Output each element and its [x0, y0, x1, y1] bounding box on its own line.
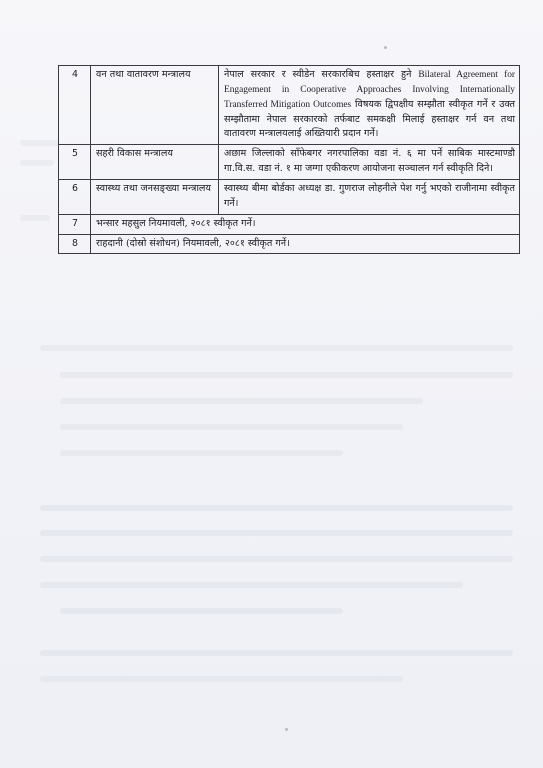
speck	[285, 728, 288, 731]
cabinet-decisions-table	[58, 65, 520, 254]
decision-text: नेपाल सरकार र स्वीडेन सरकारबिच हस्ताक्षर हुने	[224, 69, 412, 80]
decision-cell	[219, 66, 520, 145]
bleed-through	[20, 215, 50, 221]
speck	[384, 46, 387, 49]
row-number: 5	[59, 145, 91, 180]
bleed-through	[40, 505, 513, 511]
row-number: 4	[59, 66, 91, 145]
row-number: 6	[59, 180, 91, 215]
decision-english-text: Bilateral Agreement for Engagement in Cooperative Approaches Involving Internationally Transferred Mitigation Outcomes	[224, 70, 516, 110]
bleed-through	[60, 398, 423, 404]
bleed-through	[40, 676, 403, 682]
bleed-through	[60, 372, 513, 378]
ministry-cell: वन तथा वातावरण मन्त्रालय	[91, 66, 219, 145]
table-row	[59, 66, 520, 145]
table-row	[59, 214, 520, 234]
table-row	[59, 180, 520, 215]
bleed-through	[60, 450, 343, 456]
bleed-through	[20, 160, 54, 166]
bleed-through	[40, 556, 513, 562]
bleed-through	[40, 650, 513, 656]
bleed-through	[40, 582, 463, 588]
row-number: 7	[59, 214, 91, 234]
table-row	[59, 234, 520, 254]
decision-cell: अछाम जिल्लाको साँफेबगर नगरपालिका वडा नं. ६ मा पर्ने साबिक मास्टमाण्डौ गा.वि.स. वडा नं. १ मा जग्गा एकीकरण आयोजना सञ्चालन गर्न स्वीकृति दिने।	[219, 145, 520, 180]
decision-cell: भन्सार महसुल नियमावली, २०८१ स्वीकृत गर्ने।	[91, 214, 520, 234]
row-number: 8	[59, 234, 91, 254]
ministry-cell: स्वास्थ्य तथा जनसङ्ख्या मन्त्रालय	[91, 180, 219, 215]
table-row	[59, 145, 520, 180]
bleed-through	[60, 608, 343, 614]
decision-cell: राहदानी (दोस्रो संशोधन) नियमावली, २०८१ स्वीकृत गर्ने।	[91, 234, 520, 254]
ministry-cell: सहरी विकास मन्त्रालय	[91, 145, 219, 180]
bleed-through	[40, 345, 513, 351]
bleed-through	[40, 530, 513, 536]
decision-text: विषयक द्विपक्षीय सम्झौता स्वीकृत गर्ने र उक्त सम्झौतामा नेपाल सरकारको तर्फबाट समकक्षी मिलाई हस्ताक्षर गर्न वन तथा वातावरण मन्त्रालयलाई अख्तियारी प्रदान गर्ने।	[224, 98, 515, 140]
bleed-through	[60, 424, 403, 430]
bleed-through	[20, 140, 60, 146]
decision-cell: स्वास्थ्य बीमा बोर्डका अध्यक्ष डा. गुणराज लोहनीले पेश गर्नु भएको राजीनामा स्वीकृत गर्ने।	[219, 180, 520, 215]
